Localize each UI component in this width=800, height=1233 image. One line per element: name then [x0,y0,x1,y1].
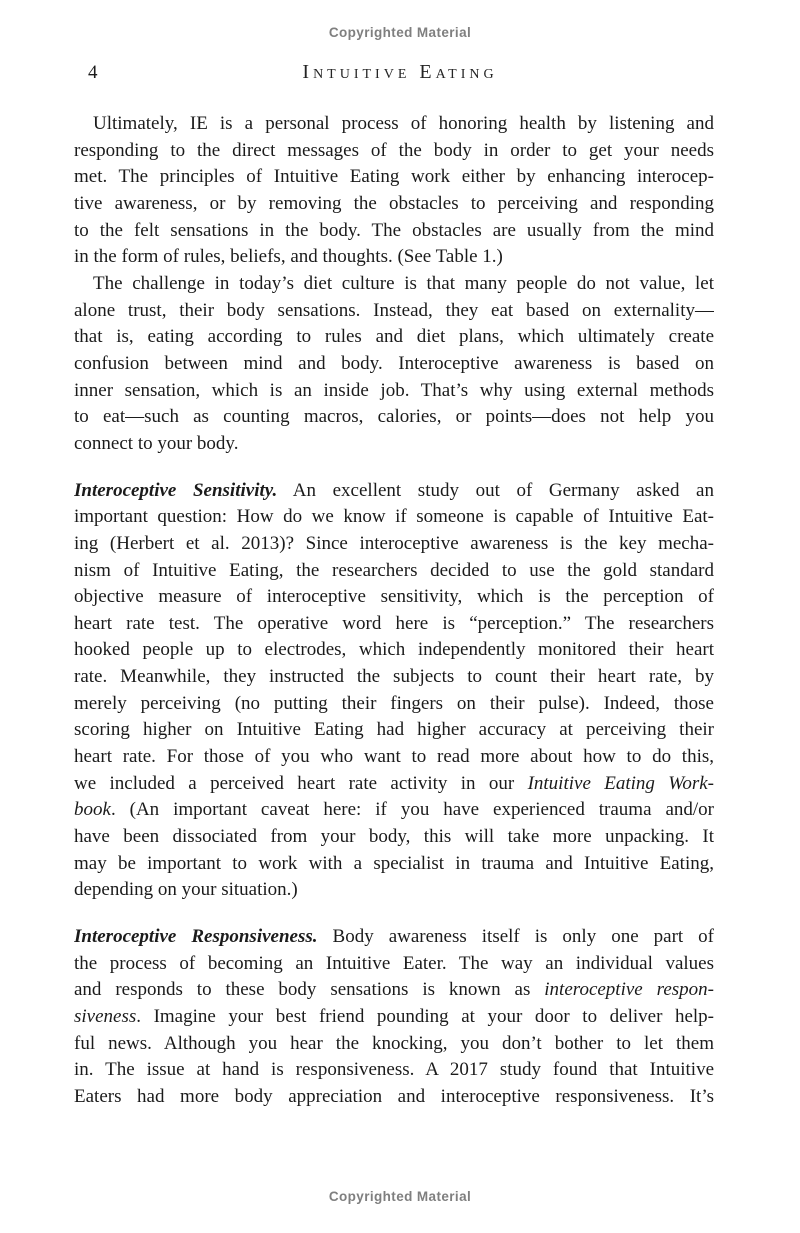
text-line [74,351,714,378]
text-line [74,504,714,531]
text-segment: tive awareness, or by removing the obstacles to perceiving and responding [74,192,714,214]
text-line [74,771,714,798]
text-line [74,164,714,191]
text-segment: merely perceiving (no putting their fingers on their pulse). Indeed, those [74,692,714,714]
text-segment: Eaters had more body appreciation and interoceptive responsiveness. It’s [74,1085,714,1107]
text-line [74,924,714,951]
text-line [74,664,714,691]
text-segment: alone trust, their body sensations. Instead, they eat based on externality— [74,299,714,321]
paragraph [74,111,714,271]
text-line [74,877,714,904]
text-line [74,717,714,744]
running-head-title: Intuitive Eating [302,61,498,83]
text-line [74,404,714,431]
text-segment: inner sensation, which is an inside job. That’s why using external methods [74,379,714,401]
paragraph [74,271,714,458]
run-in-heading: Interoceptive Sensitivity. [74,479,278,501]
copyright-notice-top: Copyrighted Material [328,25,472,40]
text-line [74,851,714,878]
text-line [74,1084,714,1111]
page-number: 4 [88,62,98,83]
text-segment: rate. Meanwhile, they instructed the subjects to count their heart rate, by [74,666,714,688]
copyright-notice-bottom: Copyrighted Material [328,1189,472,1204]
text-line [74,1004,714,1031]
text-segment: nism of Intuitive Eating, the researchers decided to use the gold standard [74,559,714,581]
text-line [74,691,714,718]
text-segment: scoring higher on Intuitive Eating had higher accuracy at perceiving their [74,719,714,741]
text-segment: hooked people up to electrodes, which independently monitored their heart [74,639,714,661]
text-segment: have been dissociated from your body, this will take more unpacking. It [74,826,714,848]
text-segment: The challenge in today’s diet culture is that many people do not value, let [93,272,714,294]
text-segment: . (An important caveat here: if you have experienced trauma and/or [110,799,714,821]
text-segment: ful news. Although you hear the knocking, you don’t bother to let them [74,1032,714,1054]
section-paragraph [74,924,714,1111]
text-segment: depending on your situation.) [74,879,298,901]
text-line [74,744,714,771]
text-line [74,191,714,218]
text-line [74,611,714,638]
body-text [74,111,714,1111]
text-segment: connect to your body. [74,432,239,454]
text-line [74,111,714,138]
text-line [74,1057,714,1084]
text-line [74,324,714,351]
text-segment: objective measure of interoceptive sensitivity, which is the perception of [74,586,714,608]
text-line [74,531,714,558]
text-segment: to the felt sensations in the body. The obstacles are usually from the mind [74,219,714,241]
text-segment: heart rate test. The operative word here is “perception.” The researchers [74,612,714,634]
text-segment: in the form of rules, beliefs, and thoughts. (See Table 1.) [74,246,503,268]
text-line [74,584,714,611]
text-line [74,558,714,585]
text-segment: we included a perceived heart rate activity in our [74,772,528,794]
text-segment: Body awareness itself is only one part of [317,926,714,948]
text-segment: Ultimately, IE is a personal process of honoring health by listening and [93,113,714,134]
text-line [74,637,714,664]
run-in-heading: Interoceptive Responsiveness. [74,926,318,948]
text-line [74,271,714,298]
text-segment: interoceptive respon- [544,979,714,1001]
text-line [74,951,714,978]
text-segment: that is, eating according to rules and diet plans, which ultimately create [74,326,714,348]
text-line [74,298,714,325]
text-segment: met. The principles of Intuitive Eating work either by enhancing interocep- [74,166,714,188]
text-line [74,138,714,165]
text-segment: confusion between mind and body. Interoceptive awareness is based on [74,352,714,374]
section-paragraph [74,478,714,905]
text-segment: in. The issue at hand is responsiveness. A 2017 study found that Intuitive [74,1059,714,1081]
text-line [74,977,714,1004]
text-segment: and responds to these body sensations is known as [74,979,545,1001]
text-line [74,244,714,271]
text-segment: . Imagine your best friend pounding at your door to deliver help- [136,1006,714,1027]
text-line [74,431,714,458]
text-segment: important question: How do we know if someone is capable of Intuitive Eat- [74,506,714,528]
text-segment: Intuitive Eating Work- [527,772,714,794]
text-line [74,1031,714,1058]
text-segment: responding to the direct messages of the body in order to get your needs [74,139,714,161]
text-line [74,218,714,245]
text-line [74,378,714,405]
text-segment: to eat—such as counting macros, calories, or points—does not help you [74,406,714,428]
text-segment: ing (Herbert et al. 2013)? Since interoceptive awareness is the key mecha- [74,532,714,554]
text-line [74,797,714,824]
text-line [74,478,714,505]
text-segment: siveness [74,1006,137,1027]
text-segment: book [74,799,111,821]
text-segment: An excellent study out of Germany asked an [277,479,714,501]
text-segment: the process of becoming an Intuitive Eater. The way an individual values [74,952,714,974]
text-line [74,824,714,851]
running-head [0,61,800,84]
text-segment: may be important to work with a specialist in trauma and Intuitive Eating, [74,852,714,874]
text-segment: heart rate. For those of you who want to read more about how to do this, [74,746,714,768]
